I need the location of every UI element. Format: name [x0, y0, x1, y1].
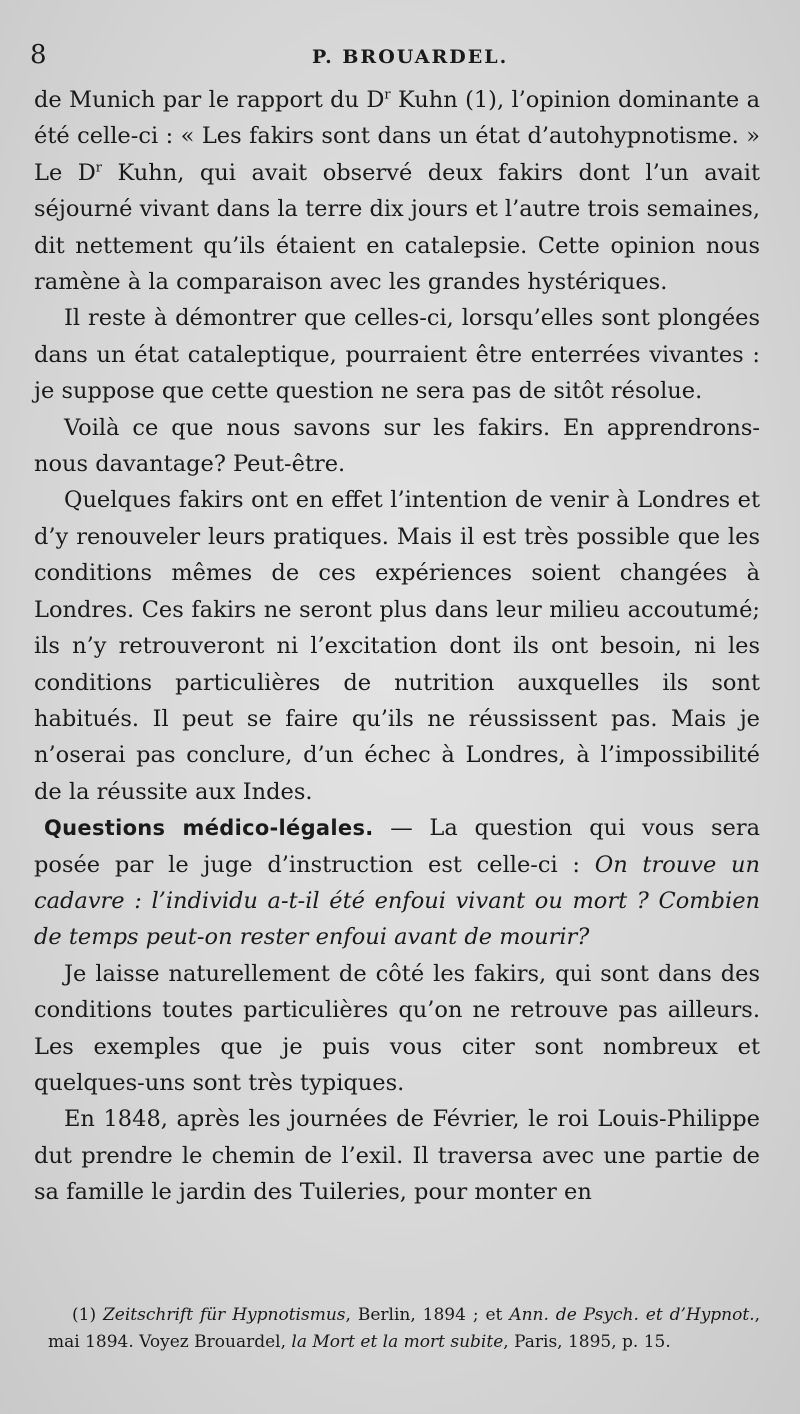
p5-italic: On trouve un cadavre : l’individu a-t-il été enfoui vivant ou mort ? Combien de temps peut-on rester enfoui avant de mourir?	[34, 851, 760, 951]
paragraph-5	[34, 810, 760, 956]
running-head: P. BROUARDEL.	[312, 46, 509, 68]
footnote-journal-1: Zeitschrift für Hypnotismus	[103, 1305, 346, 1325]
footnote-1	[48, 1302, 760, 1356]
footnote-marker: (1)	[72, 1305, 103, 1325]
p1-text-a: de Munich par le rapport du D	[34, 87, 385, 113]
paragraph-3: Voilà ce que nous savons sur les fakirs. En apprendrons-nous davantage? Peut-être.	[34, 414, 760, 478]
p1-sup-b: r	[95, 160, 102, 176]
paragraph-7: En 1848, après les journées de Février, le roi Louis-Philippe dut prendre le chemin de l’exil. Il traversa avec une partie de sa famille le jardin des Tuileries, pour monter en	[34, 1106, 760, 1206]
page-number: 8	[30, 40, 47, 70]
footnote-part-2: , mai 1894. Voyez Brouardel,	[48, 1305, 761, 1352]
body-text	[34, 82, 760, 1211]
page-header	[30, 40, 760, 76]
paragraph-2: Il reste à démontrer que celles-ci, lorsqu’elles sont plongées dans un état cataleptique, pourraient être enterrées vivantes : je suppose que cette question ne sera pas de sitôt résolue.	[34, 305, 760, 405]
p1-text-b: Kuhn (1), l’opinion dominante a été celle-ci : « Les fakirs sont dans un état d’autohypnotisme. » Le D	[34, 87, 760, 186]
paragraph-1	[34, 82, 760, 300]
section-title: Questions médico-légales.	[44, 816, 374, 841]
footnote-part-1: , Berlin, 1894 ; et	[345, 1305, 510, 1325]
footnote	[48, 1302, 760, 1356]
footnote-journal-2: Ann. de Psych. et d’Hypnot.	[509, 1305, 755, 1325]
p1-sup-a: r	[384, 87, 391, 103]
paragraph-4: Quelques fakirs ont en effet l’intention de venir à Londres et d’y renouveler leurs pratiques. Mais il est très possible que les conditions mêmes de ces expériences soient changées à Londres. Ces fakirs ne seront plus dans leur milieu accoutumé; ils n’y retrouveront ni l’excitation dont ils ont besoin, ni les conditions particulières de nutrition auxquelles ils sont habitués. Il peut se faire qu’ils ne réussissent pas. Mais je n’oserai pas conclure, d’un échec à Londres, à l’impossibilité de la réussite aux Indes.	[34, 487, 760, 805]
footnote-book: la Mort et la mort subite	[291, 1332, 504, 1352]
p1-text-c: Kuhn, qui avait observé deux fakirs dont l’un avait séjourné vivant dans la terre dix jours et l’autre trois semaines, dit nettement qu’ils étaient en catalepsie. Cette opinion nous ramène à la comparaison avec les grandes hystériques.	[34, 159, 761, 296]
paragraph-6: Je laisse naturellement de côté les fakirs, qui sont dans des conditions toutes particulières qu’on ne retrouve pas ailleurs. Les exemples que je puis vous citer sont nombreux et quelques-uns sont très typiques.	[34, 960, 760, 1096]
footnote-part-3: , Paris, 1895, p. 15.	[503, 1332, 671, 1352]
p5-text: — La question qui vous sera posée par le juge d’instruction est celle-ci :	[34, 815, 761, 878]
